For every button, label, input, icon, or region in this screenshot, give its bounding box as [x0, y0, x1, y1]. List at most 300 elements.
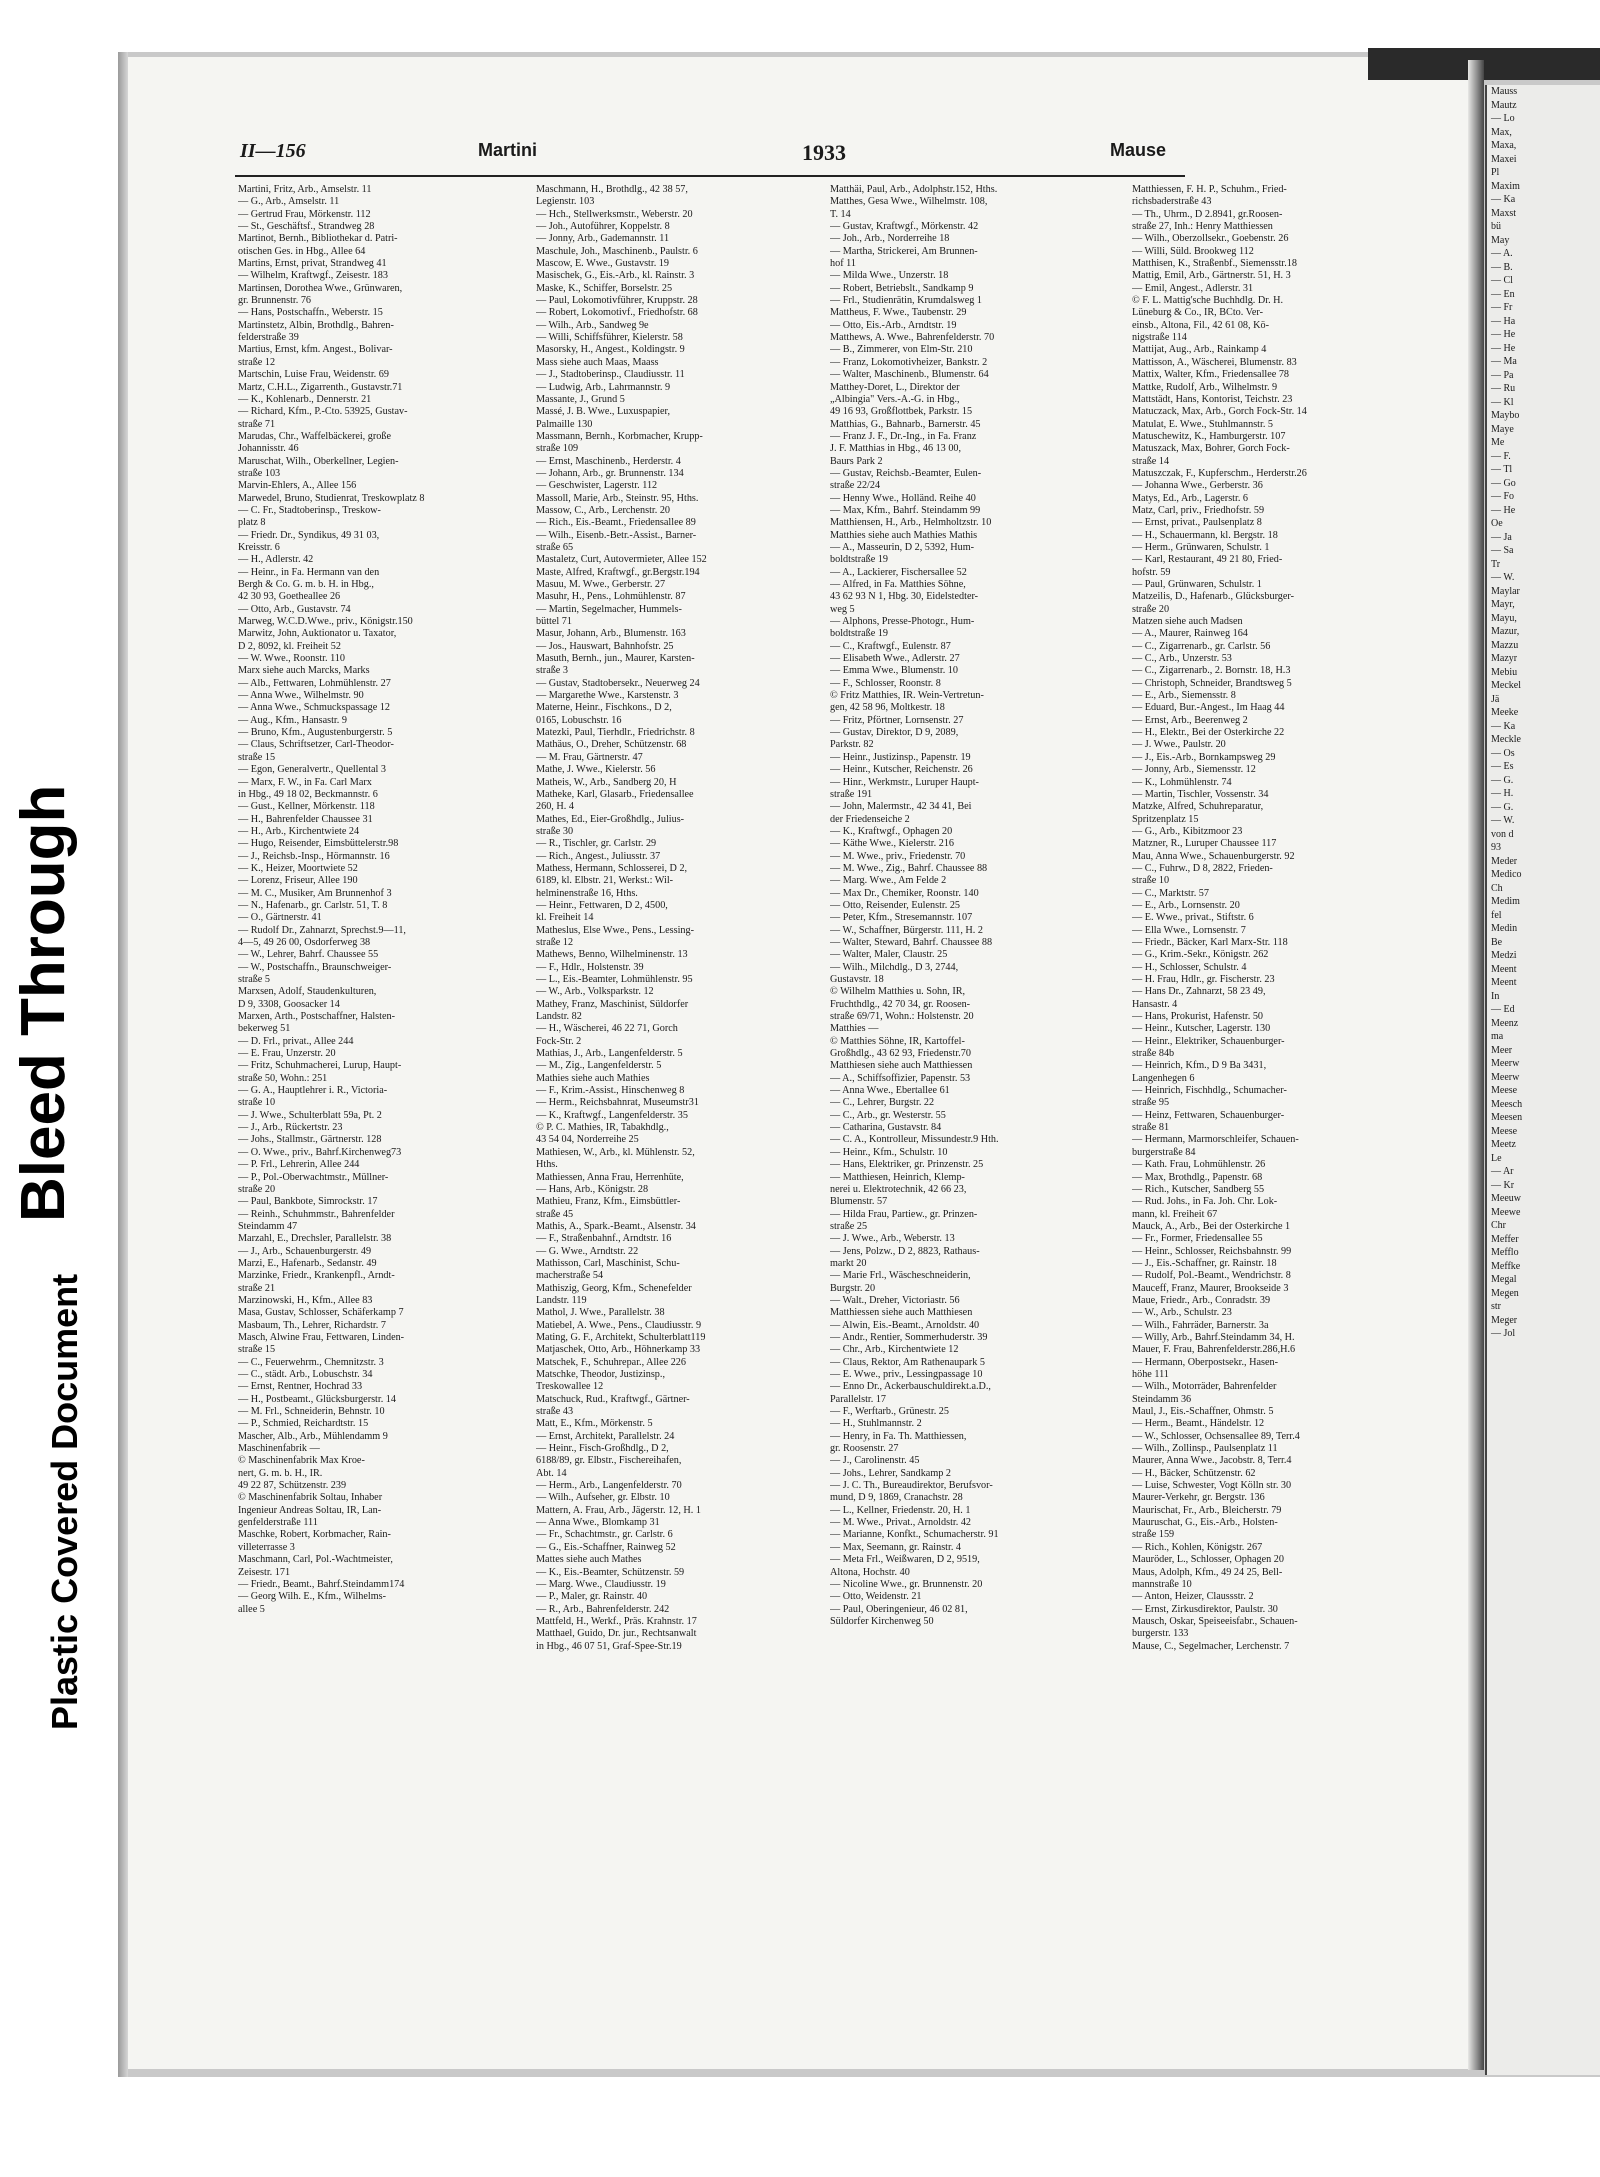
directory-entry-line: — J., Arb., Schauenburgerstr. 49 [238, 1245, 372, 1257]
directory-entry-line: — Th., Uhrm., D 2.8941, gr.Roosen- [1132, 208, 1283, 220]
directory-entry-line: — Meta Frl., Weißwaren, D 2, 9519, [830, 1554, 980, 1566]
directory-entry-line: — Anna Wwe., Ebertallee 61 [830, 1085, 950, 1097]
directory-entry-line: — Marx, F. W., in Fa. Carl Marx [238, 776, 372, 788]
directory-entry-line: — W., Schlosser, Ochsensallee 89, Terr.4 [1132, 1430, 1300, 1442]
directory-entry-line: — Anton, Heizer, Claussstr. 2 [1132, 1591, 1254, 1603]
directory-entry-line: — Ernst, Maschinenb., Herderstr. 4 [536, 455, 681, 467]
directory-entry-line: straße 84b [1132, 1048, 1175, 1060]
directory-entry-line: — G. Wwe., Arndtstr. 22 [536, 1245, 639, 1257]
directory-entry-line: — K., Lohmühlenstr. 74 [1132, 776, 1232, 788]
directory-entry-line: — M. Wwe., Zig., Bahrf. Chaussee 88 [830, 862, 988, 874]
directory-entry-line: — Rich., Kohlen, Königstr. 267 [1132, 1541, 1263, 1553]
facing-page-fragment: — Os [1491, 747, 1515, 759]
directory-entry-line: Matthiessen siehe auch Matthiesen [830, 1307, 973, 1319]
facing-page-fragment: Medzi [1491, 950, 1517, 961]
directory-entry-line: gr. Brunnenstr. 76 [238, 295, 312, 307]
facing-page-fragment: Mayr, [1491, 599, 1515, 610]
directory-entry-line: weg 5 [830, 603, 855, 615]
directory-entry-line: — Johanna Wwe., Gerberstr. 36 [1132, 480, 1263, 492]
directory-entry-line: genfelderstraße 111 [238, 1517, 318, 1529]
directory-entry-line: Masuhr, H., Pens., Lohmühlenstr. 87 [536, 591, 686, 603]
directory-entry-line: Martinsen, Dorothea Wwe., Grünwaren, [238, 282, 403, 294]
directory-entry-line: Baurs Park 2 [830, 455, 883, 467]
directory-entry-line: — Heinr., Kfm., Schulstr. 10 [830, 1146, 948, 1158]
directory-entry-line: otischen Ges. in Hbg., Allee 64 [238, 245, 366, 257]
directory-entry-line: Maruschat, Wilh., Oberkellner, Legien- [238, 455, 399, 467]
directory-entry-line: Marzinowski, H., Kfm., Allee 83 [238, 1294, 373, 1306]
directory-entry-line: Masuu, M. Wwe., Gerberstr. 27 [536, 579, 666, 590]
directory-entry-line: Matheke, Karl, Glasarb., Friedensallee [536, 788, 694, 800]
directory-entry-line: Masch, Alwine Frau, Fettwaren, Linden- [238, 1331, 405, 1343]
directory-column-2 [536, 184, 818, 1904]
directory-entry-line: — Andr., Rentier, Sommerhuderstr. 39 [830, 1331, 988, 1343]
directory-entry-line: — R., Arb., Bahrenfelderstr. 242 [536, 1603, 670, 1615]
facing-page-fragment: Mautz [1491, 99, 1517, 111]
directory-entry-line: Martini, Fritz, Arb., Amselstr. 11 [238, 184, 372, 195]
directory-entry-line: Matheis, W., Arb., Sandberg 20, H [536, 776, 677, 788]
directory-entry-line: Mathiessen, Anna Frau, Herrenhüte, [536, 1171, 684, 1183]
directory-entry-line: Mascher, Alb., Arb., Mühlendamm 9 [238, 1430, 388, 1442]
directory-entry-line: einsb., Altona, Fil., 42 61 08, Kö- [1132, 319, 1269, 331]
directory-entry-line: Matzke, Alfred, Schuhreparatur, [1132, 801, 1264, 813]
directory-entry-line: Maschule, Joh., Maschinenb., Paulstr. 6 [536, 245, 698, 257]
directory-entry-line: — F., Krim.-Assist., Hinschenweg 8 [536, 1085, 685, 1097]
directory-entry-line: — Hans, Elektriker, gr. Prinzenstr. 25 [830, 1159, 984, 1171]
facing-page-fragment: — Fr [1491, 302, 1513, 313]
facing-page-fragment: — Sa [1491, 545, 1514, 556]
directory-entry-line: — Gustav, Kraftwgf., Mörkenstr. 42 [830, 221, 979, 233]
directory-entry-line: — D. Frl., privat., Allee 244 [238, 1035, 354, 1047]
directory-entry-line: — W., Schaffner, Bürgerstr. 111, H. 2 [830, 924, 983, 936]
facing-page-fragment: Meenz [1491, 1017, 1519, 1029]
directory-entry-line: Maschinenfabrik — [238, 1443, 320, 1455]
directory-entry-line: — Otto, Eis.-Arb., Arndtstr. 19 [830, 319, 957, 331]
directory-entry-line: — Wilh., Eisenb.-Betr.-Assist., Barner- [536, 529, 697, 541]
directory-entry-line: 4—5, 49 26 00, Osdorferweg 38 [238, 936, 371, 948]
directory-entry-line: Mattheus, F. Wwe., Taubenstr. 29 [830, 307, 967, 319]
directory-entry-line: Maschmann, Carl, Pol.-Wachtmeister, [238, 1554, 393, 1566]
facing-page-fragment: — He [1491, 329, 1516, 340]
directory-entry-line: — R., Tischler, gr. Carlstr. 29 [536, 838, 657, 850]
directory-entry-line: — Jens, Polzw., D 2, 8823, Rathaus- [830, 1245, 980, 1257]
directory-entry-line: — Hinr., Werkmstr., Luruper Haupt- [830, 776, 979, 788]
directory-entry-line: — M., Zig., Langenfelderstr. 5 [536, 1060, 662, 1072]
directory-entry-line: Marx siehe auch Marcks, Marks [238, 665, 370, 677]
directory-entry-line: Abt. 14 [536, 1467, 567, 1479]
directory-entry-line: — Rich., Eis.-Beamt., Friedensallee 89 [536, 517, 696, 529]
directory-entry-line: Massante, J., Grund 5 [536, 393, 625, 405]
facing-page-fragment: — Go [1491, 477, 1516, 489]
directory-entry-line: — Ernst, Rentner, Hochrad 33 [238, 1381, 363, 1393]
directory-entry-line: straße 21 [238, 1282, 276, 1294]
directory-entry-line: Masorsky, H., Angest., Koldingstr. 9 [536, 344, 685, 356]
directory-entry-line: Lüneburg & Co., IR, BCto. Ver- [1132, 307, 1264, 319]
facing-page-fragment: — Fo [1491, 491, 1515, 502]
directory-entry-line: — Ernst, Arb., Beerenweg 2 [1132, 714, 1248, 726]
directory-entry-line: — Herm., Grünwaren, Schulstr. 1 [1132, 541, 1270, 553]
directory-entry-line: — Martha, Strickerei, Am Brunnen- [830, 245, 978, 257]
directory-entry-line: Matthews, A. Wwe., Bahrenfelderstr. 70 [830, 332, 995, 344]
directory-entry-line: — Robert, Betriebslt., Sandkamp 9 [830, 282, 974, 294]
page-header [240, 140, 1175, 166]
directory-entry-line: Mattke, Rudolf, Arb., Wilhelmstr. 9 [1132, 381, 1278, 393]
directory-entry-line: Marxen, Arth., Postschaffner, Halsten- [238, 1011, 395, 1023]
directory-entry-line: Matthisen, K., Straßenbf., Siemensstr.18 [1132, 258, 1297, 270]
directory-entry-line: Martschin, Luise Frau, Weidenstr. 69 [238, 369, 389, 381]
directory-entry-line: Mauceff, Franz, Maurer, Brookseide 3 [1132, 1282, 1289, 1294]
facing-page-fragment: — H. [1491, 788, 1514, 799]
directory-entry-line: — Jonny, Arb., Gademannstr. 11 [536, 233, 670, 245]
facing-page-fragment: Mefflo [1491, 1247, 1519, 1258]
directory-entry-line: straße 12 [238, 356, 276, 368]
directory-entry-line: Bergh & Co. G. m. b. H. in Hbg., [238, 579, 374, 590]
directory-entry-line: — Friedr. Dr., Syndikus, 49 31 03, [238, 529, 380, 541]
facing-page-fragment: — Pa [1491, 369, 1514, 381]
directory-entry-line: Palmaille 130 [536, 418, 593, 430]
directory-entry-line: Marudas, Chr., Waffelbäckerei, große [238, 430, 391, 442]
directory-entry-line: Matthies siehe auch Mathies Mathis [830, 529, 978, 541]
directory-entry-line: straße 10 [238, 1097, 276, 1109]
facing-page-fragment: — W. [1491, 815, 1515, 826]
directory-entry-line: Marxsen, Adolf, Staudenkulturen, [238, 986, 377, 998]
directory-entry-line: 0165, Lobuschstr. 16 [536, 714, 622, 726]
directory-entry-line: Mattern, A. Frau, Arb., Jägerstr. 12, H. 1 [536, 1504, 701, 1516]
directory-entry-line: hofstr. 59 [1132, 566, 1171, 578]
directory-entry-line: — Walter, Steward, Bahrf. Chaussee 88 [830, 936, 993, 948]
directory-entry-line: — L., Eis.-Beamter, Lohmühlenstr. 95 [536, 974, 693, 985]
directory-entry-line: Fruchthdlg., 42 70 34, gr. Roosen- [830, 998, 971, 1010]
directory-entry-line: — Heinr., Kutscher, Lagerstr. 130 [1132, 1023, 1271, 1035]
directory-entry-line: Mattijat, Aug., Arb., Rainkamp 4 [1132, 344, 1267, 356]
directory-entry-line: — Otto, Reisender, Eulenstr. 25 [830, 899, 961, 911]
facing-page-fragment: bü [1491, 221, 1501, 232]
directory-entry-line: — H. Frau, Hdlr., gr. Fischerstr. 23 [1132, 974, 1275, 985]
directory-entry-line: — Frl., Studienrätin, Krumdalsweg 1 [830, 295, 982, 307]
directory-entry-line: — Anna Wwe., Blomkamp 31 [536, 1517, 660, 1529]
directory-entry-line: Matuczack, Max, Arb., Gorch Fock-Str. 14 [1132, 406, 1307, 418]
directory-entry-line: Massoll, Marie, Arb., Steinstr. 95, Hths. [536, 492, 699, 504]
directory-entry-line: — Kath. Frau, Lohmühlenstr. 26 [1132, 1159, 1266, 1171]
directory-entry-line: — J., Arb., Rückertstr. 23 [238, 1122, 343, 1134]
directory-entry-line: — Wilh., Zollinsp., Paulsenplatz 11 [1132, 1443, 1278, 1455]
directory-entry-line: — Henry, in Fa. Th. Matthiessen, [830, 1430, 967, 1442]
directory-entry-line: — Wilh., Fahrräder, Barnerstr. 3a [1132, 1319, 1269, 1331]
directory-entry-line: Martinstetz, Albin, Brothdlg., Bahren- [238, 319, 394, 331]
directory-entry-line: — Rudolf Dr., Zahnarzt, Sprechst.9—11, [238, 924, 406, 936]
directory-entry-line: Mauröder, L., Schlosser, Ophagen 20 [1132, 1554, 1284, 1566]
directory-entry-line: — A., Lackierer, Fischersallee 52 [830, 566, 967, 578]
directory-entry-line: straße 5 [238, 974, 270, 985]
directory-entry-line: Süldorfer Kirchenweg 50 [830, 1615, 934, 1627]
directory-entry-line: — H., Wäscherei, 46 22 71, Gorch [536, 1023, 678, 1035]
directory-entry-line: — G., Krim.-Sekr., Königstr. 262 [1132, 949, 1269, 961]
directory-entry-line: — C. Fr., Stadtoberinsp., Treskow- [238, 504, 381, 516]
facing-page-fragment: Meer [1491, 1044, 1513, 1056]
facing-page-fragment: — He [1491, 504, 1516, 516]
directory-entry-line: der Friedenseiche 2 [830, 813, 910, 825]
directory-entry-line: — Otto, Weidenstr. 21 [830, 1591, 922, 1603]
directory-entry-line: — Bruno, Kfm., Augustenburgerstr. 5 [238, 727, 393, 739]
directory-entry-line: Matt, E., Kfm., Mörkenstr. 5 [536, 1418, 653, 1430]
plastic-covered-label: Plastic Covered Document [44, 1273, 85, 1730]
directory-entry-line: Matthael, Guido, Dr. jur., Rechtsanwalt [536, 1628, 697, 1640]
facing-page-fragment: Medin [1491, 923, 1518, 934]
directory-entry-line: 43 54 04, Norderreihe 25 [536, 1134, 639, 1146]
directory-entry-line: — Friedr., Bäcker, Karl Marx-Str. 118 [1132, 936, 1288, 948]
directory-entry-line: Landstr. 119 [536, 1294, 587, 1306]
directory-entry-line: — Jonny, Arb., Siemensstr. 12 [1132, 764, 1256, 776]
directory-entry-line: — Anna Wwe., Wilhelmstr. 90 [238, 690, 364, 702]
directory-entry-line: — Fr., Former, Friedensallee 55 [1132, 1233, 1263, 1245]
directory-entry-line: burgerstr. 133 [1132, 1628, 1189, 1640]
directory-entry-line: Matthes, Gesa Wwe., Wilhelmstr. 108, [830, 196, 988, 208]
directory-entry-line: — C., Marktstr. 57 [1132, 887, 1209, 899]
directory-entry-line: — Hermann, Marmorschleifer, Schauen- [1132, 1134, 1299, 1146]
directory-column-4 [1132, 184, 1432, 1904]
facing-page-fragment: Be [1491, 936, 1503, 948]
directory-entry-line: Maste, Alfred, Kraftwgf., gr.Bergstr.194 [536, 566, 700, 578]
directory-entry-line: — Willy, Arb., Bahrf.Steindamm 34, H. [1132, 1331, 1295, 1343]
directory-entry-line: Hansastr. 4 [1132, 998, 1178, 1010]
directory-entry-line: — Heinr., Schlosser, Reichsbahnstr. 99 [1132, 1245, 1292, 1257]
facing-page-fragment: — En [1491, 288, 1515, 300]
header-first-entry: Martini [478, 140, 538, 160]
facing-page-fragment: — G. [1491, 774, 1514, 786]
directory-entry-line: Mathäus, O., Dreher, Schützenstr. 68 [536, 739, 687, 751]
directory-entry-line: — Richard, Kfm., P.-Cto. 53925, Gustav- [238, 406, 408, 418]
directory-entry-line: straße 109 [536, 443, 579, 455]
directory-entry-line: — Franz J. F., Dr.-Ing., in Fa. Franz [830, 430, 977, 442]
directory-entry-line: — Marie Frl., Wäscheschneiderin, [830, 1270, 971, 1282]
directory-entry-line: — Heinr., Justizinsp., Papenstr. 19 [830, 751, 971, 763]
directory-entry-line: — Gertrud Frau, Mörkenstr. 112 [238, 208, 371, 220]
directory-entry-line: burgerstraße 84 [1132, 1146, 1196, 1158]
directory-entry-line: — Christoph, Schneider, Brandtsweg 5 [1132, 677, 1292, 689]
directory-entry-line: — G., Arb., Kibitzmoor 23 [1132, 825, 1243, 837]
directory-entry-line: Matthies — [830, 1023, 879, 1035]
directory-entry-line: Treskowallee 12 [536, 1381, 604, 1393]
directory-entry-line: Großhdlg., 43 62 93, Friedenstr.70 [830, 1048, 971, 1060]
directory-entry-line: Masbaum, Th., Lehrer, Richardstr. 7 [238, 1319, 386, 1331]
facing-page-fragment: In [1491, 990, 1500, 1002]
facing-page-fragment: Tr [1491, 558, 1501, 570]
directory-entry-line: Mause, C., Segelmacher, Lerchenstr. 7 [1132, 1640, 1290, 1652]
directory-entry-line: — F., Schlosser, Roonstr. 8 [830, 677, 941, 689]
directory-entry-line: Blumenstr. 57 [830, 1196, 888, 1208]
facing-page-fragment: Megal [1491, 1274, 1517, 1285]
directory-column-3 [830, 184, 1112, 1904]
facing-page-fragment: Le [1491, 1152, 1502, 1164]
directory-entry-line: Zeisestr. 171 [238, 1566, 291, 1578]
directory-entry-line: — Max Dr., Chemiker, Roonstr. 140 [830, 887, 979, 899]
directory-entry-line: T. 14 [830, 208, 851, 220]
directory-entry-line: Parkstr. 82 [830, 739, 874, 751]
directory-entry-line: Mathieu, Franz, Kfm., Eimsbüttler- [536, 1196, 681, 1208]
directory-entry-line: — K., Kraftwgf., Ophagen 20 [830, 825, 953, 837]
directory-entry-line: — H., Bäcker, Schützenstr. 62 [1132, 1467, 1256, 1479]
directory-entry-line: Mattisson, A., Wäscherei, Blumenstr. 83 [1132, 356, 1297, 368]
directory-entry-line: — E., Arb., Siemensstr. 8 [1132, 690, 1236, 702]
directory-entry-line: Martius, Ernst, kfm. Angest., Bolivar- [238, 344, 393, 356]
directory-entry-line: — E., Arb., Lornsenstr. 20 [1132, 899, 1240, 911]
directory-entry-line: — K., Kraftwgf., Langenfelderstr. 35 [536, 1109, 688, 1121]
directory-entry-line: — C., Arb., Unzerstr. 53 [1132, 653, 1232, 665]
directory-entry-line: — Marianne, Konfkt., Schumacherstr. 91 [830, 1529, 999, 1541]
directory-entry-line: — A., Schiffsoffizier, Papenstr. 53 [830, 1072, 971, 1084]
directory-entry-line: Matzen siehe auch Madsen [1132, 616, 1243, 628]
directory-entry-line: Maurischat, Fr., Arb., Bleicherstr. 79 [1132, 1504, 1282, 1516]
directory-entry-line: © Fritz Matthies, IR. Wein-Vertretun- [830, 690, 984, 702]
directory-entry-line: — N., Hafenarb., gr. Carlstr. 51, T. 8 [238, 899, 388, 911]
directory-entry-line: Matuschewitz, K., Hamburgerstr. 107 [1132, 430, 1286, 442]
directory-entry-line: Marzinke, Friedr., Krankenpfl., Arndt- [238, 1270, 395, 1282]
directory-entry-line: — F., Hdlr., Holstenstr. 39 [536, 961, 644, 973]
directory-entry-line: — Wilh., Oberzollsekr., Goebenstr. 26 [1132, 233, 1289, 245]
directory-entry-line: 49 16 93, Großflottbek, Parkstr. 15 [830, 406, 973, 418]
directory-entry-line: straße 20 [238, 1183, 276, 1195]
directory-entry-line: — Egon, Generalvertr., Quellental 3 [238, 764, 386, 776]
directory-entry-line: — J., Reichsb.-Insp., Hörmannstr. 16 [238, 850, 390, 862]
directory-entry-line: — H., Stuhlmannstr. 2 [830, 1418, 922, 1430]
facing-page-fragment: — G. [1491, 801, 1514, 813]
directory-entry-line: Landstr. 82 [536, 1011, 582, 1023]
directory-entry-line: — Franz, Lokomotivheizer, Bankstr. 2 [830, 356, 988, 368]
directory-entry-line: — Johs., Stallmstr., Gärtnerstr. 128 [238, 1134, 382, 1146]
page-number: II—156 [240, 140, 306, 162]
directory-entry-line: Johannisstr. 46 [238, 443, 299, 455]
facing-page-fragment: Meesen [1491, 1112, 1523, 1123]
directory-entry-line: © P. C. Mathies, IR, Tabakhdlg., [536, 1122, 669, 1134]
directory-entry-line: Matzner, R., Luruper Chaussee 117 [1132, 838, 1277, 850]
directory-entry-line: — L., Kellner, Friedenstr. 20, H. 1 [830, 1504, 971, 1516]
facing-page-fragment: — Ka [1491, 194, 1516, 205]
directory-entry-line: Steindamm 47 [238, 1220, 298, 1232]
directory-entry-line: — M. Frl., Schneiderin, Behnstr. 10 [238, 1406, 385, 1418]
facing-page-fragment: — A. [1491, 248, 1513, 259]
directory-entry-line: — Wilhelm, Kraftwgf., Zeisestr. 183 [238, 270, 388, 282]
directory-entry-line: — Martin, Segelmacher, Hummels- [536, 603, 682, 615]
directory-entry-line: Mathess, Hermann, Schlosserei, D 2, [536, 862, 688, 874]
directory-entry-line: — Rudolf, Pol.-Beamt., Wendrichstr. 8 [1132, 1270, 1291, 1282]
directory-entry-line: — Heinz, Fettwaren, Schauenburger- [1132, 1109, 1285, 1121]
directory-entry-line: — Gustav, Direktor, D 9, 2089, [830, 727, 959, 739]
bleed-through-label: Bleed Through [9, 784, 78, 1222]
directory-entry-line: Mattix, Walter, Kfm., Friedensallee 78 [1132, 369, 1290, 381]
directory-entry-line: — O. Wwe., priv., Bahrf.Kirchenweg73 [238, 1146, 402, 1158]
directory-entry-line: — Hans, Postschaffn., Weberstr. 15 [238, 307, 383, 319]
facing-page-fragment: Ch [1491, 882, 1503, 894]
directory-entry-line: — Chr., Arb., Kirchentwiete 12 [830, 1344, 959, 1356]
directory-entry-line: — W. Wwe., Roonstr. 110 [238, 653, 345, 665]
directory-entry-line: Matuszczak, F., Kupferschm., Herderstr.26 [1132, 467, 1307, 479]
header-last-entry: Mause [1110, 140, 1167, 160]
directory-entry-line: — Hch., Stellwerksmstr., Weberstr. 20 [536, 208, 693, 220]
directory-entry-line: — Alfred, in Fa. Matthies Söhne, [830, 579, 966, 590]
directory-entry-line: straße 20 [1132, 603, 1170, 615]
directory-entry-line: — Georg Wilh. E., Kfm., Wilhelms- [238, 1591, 387, 1603]
directory-entry-line: — Emil, Angest., Adlerstr. 31 [1132, 282, 1254, 294]
directory-entry-line: helminenstraße 16, Hths. [536, 887, 638, 899]
directory-entry-line: — C., Kraftwgf., Eulenstr. 87 [830, 640, 951, 652]
directory-entry-line: — Alphons, Presse-Photogr., Hum- [830, 616, 975, 628]
directory-entry-line: straße 65 [536, 541, 574, 553]
directory-entry-line: — Herm., Reichsbahnrat, Museumstr31 [536, 1097, 699, 1109]
directory-entry-line: büttel 71 [536, 616, 572, 628]
directory-entry-line: — Peter, Kfm., Stresemannstr. 107 [830, 912, 973, 924]
directory-entry-line: — Rud. Johs., in Fa. Joh. Chr. Lok- [1132, 1196, 1278, 1208]
directory-column-1 [238, 184, 520, 1904]
facing-page-fragment: — Ar [1491, 1166, 1514, 1177]
directory-entry-line: — Joh., Arb., Norderreihe 18 [830, 233, 950, 245]
directory-entry-line: J. F. Matthias in Hbg., 46 13 00, [830, 443, 962, 455]
directory-entry-line: — Fr., Schachtmstr., gr. Carlstr. 6 [536, 1529, 673, 1541]
directory-entry-line: Massé, J. B. Wwe., Luxuspapier, [536, 406, 671, 418]
directory-entry-line: — Enno Dr., Ackerbauschuldirekt.a.D., [830, 1381, 991, 1393]
directory-entry-line: mund, D 9, 1869, Cranachstr. 28 [830, 1492, 963, 1504]
directory-entry-line: straße 103 [238, 467, 281, 479]
directory-entry-line: — Wilh., Motorräder, Bahrenfelder [1132, 1381, 1277, 1393]
directory-entry-line: Hths. [536, 1159, 558, 1171]
directory-entry-line: — P., Pol.-Oberwachtmstr., Müllner- [238, 1171, 389, 1183]
directory-entry-line: — C., Lehrer, Burgstr. 22 [830, 1097, 935, 1109]
directory-entry-line: Matthey-Doret, L., Direktor der [830, 381, 960, 393]
directory-entry-line: — Henny Wwe., Holländ. Reihe 40 [830, 492, 976, 504]
directory-entry-line: — Rich., Kutscher, Sandberg 55 [1132, 1183, 1265, 1195]
directory-entry-line: © Maschinenfabrik Soltau, Inhaber [238, 1492, 383, 1504]
header-year: 1933 [802, 140, 846, 165]
facing-page-fragment: Meese [1491, 1085, 1518, 1096]
directory-entry-line: Mathey, Franz, Maschinist, Süldorfer [536, 998, 689, 1010]
directory-entry-line: Matschuck, Rud., Kraftwgf., Gärtner- [536, 1393, 690, 1405]
directory-entry-line: boldtstraße 19 [830, 554, 889, 566]
directory-entry-line: 260, H. 4 [536, 801, 574, 813]
directory-entry-line: — Hilda Frau, Partiew., gr. Prinzen- [830, 1208, 978, 1220]
directory-entry-line: — C., Fuhrw., D 8, 2822, Frieden- [1132, 862, 1273, 874]
directory-entry-line: — J. Wwe., Arb., Weberstr. 13 [830, 1233, 955, 1245]
directory-entry-line: — Heinr., Elektriker, Schauenburger- [1132, 1035, 1285, 1047]
directory-entry-line: — A., Maurer, Rainweg 164 [1132, 628, 1248, 640]
directory-entry-line: — Lorenz, Friseur, Allee 190 [238, 875, 358, 887]
facing-page-fragment: Jä [1491, 693, 1500, 705]
directory-entry-line: — J. C. Th., Bureaudirektor, Berufsvor- [830, 1480, 993, 1492]
directory-entry-line: nerei u. Elektrotechnik, 42 66 23, [830, 1183, 967, 1195]
directory-entry-line: D 2, 8092, kl. Freiheit 52 [238, 640, 341, 652]
facing-page-fragment: Medico [1491, 869, 1522, 880]
directory-entry-line: Fock-Str. 2 [536, 1035, 582, 1047]
directory-entry-line: — Catharina, Gustavstr. 84 [830, 1122, 942, 1134]
directory-entry-line: Mathe, J. Wwe., Kielerstr. 56 [536, 764, 656, 776]
directory-entry-line: — Max, Kfm., Bahrf. Steindamm 99 [830, 504, 981, 516]
directory-entry-line: straße 50, Wohn.: 251 [238, 1072, 328, 1084]
directory-entry-line: Matheslus, Else Wwe., Pens., Lessing- [536, 924, 694, 936]
facing-page-fragment: Maxim [1491, 180, 1520, 192]
facing-page-fragment: Meerw [1491, 1058, 1520, 1069]
directory-entry-line: — K., Kohlenarb., Dennerstr. 21 [238, 393, 372, 405]
directory-entry-line: Maus, Adolph, Kfm., 49 24 25, Bell- [1132, 1566, 1283, 1578]
facing-page-fragment: Max, [1491, 126, 1512, 138]
directory-entry-line: — Hans, Arb., Königstr. 28 [536, 1183, 649, 1195]
directory-entry-line: Martinot, Bernh., Bibliothekar d. Patri- [238, 233, 398, 245]
directory-entry-line: mann, kl. Freiheit 67 [1132, 1208, 1218, 1220]
directory-entry-line: Legienstr. 103 [536, 196, 595, 208]
directory-entry-line: Burgstr. 20 [830, 1282, 876, 1294]
facing-page-fragment: 93 [1491, 842, 1501, 853]
directory-entry-line: — B., Zimmerer, von Elm-Str. 210 [830, 344, 973, 356]
directory-entry-line: Marvin-Ehlers, A., Allee 156 [238, 480, 357, 492]
directory-entry-line: — M. Wwe., Privat., Arnoldstr. 42 [830, 1517, 972, 1529]
directory-entry-line: — H., Adlerstr. 42 [238, 554, 314, 566]
directory-entry-line: — H., Bahrenfelder Chaussee 31 [238, 813, 373, 825]
